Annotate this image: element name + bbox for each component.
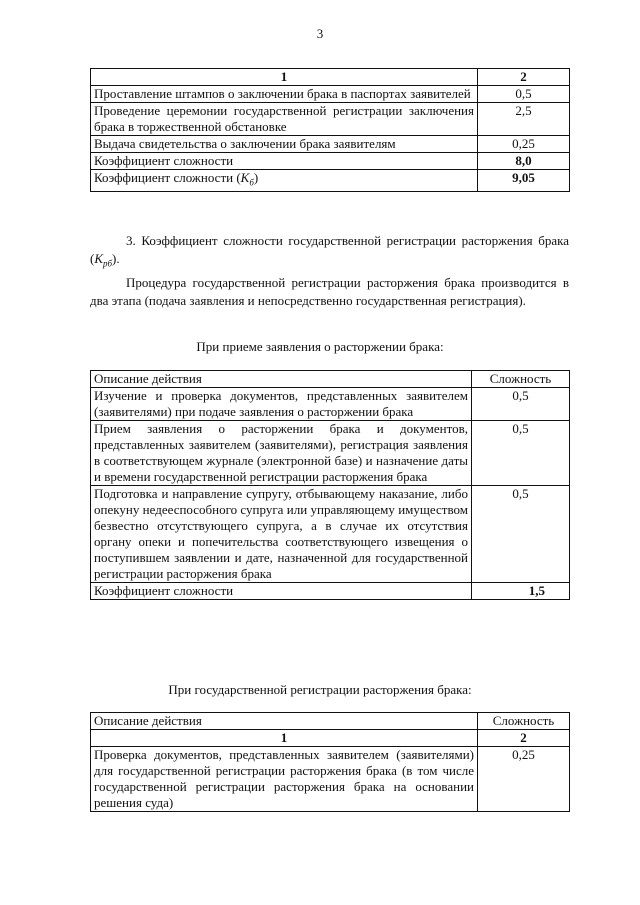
page-number: 3 [316,26,324,41]
action-description: Выдача свидетельства о заключении брака заявителям [91,136,478,153]
table-row [91,421,570,486]
procedure-paragraph: Процедура государственной регистрации расторжения брака производится в два этапа (подача заявления и непосредственно государственная регистрация). [90,275,569,308]
table-row [91,153,570,170]
caption-registration: При государственной регистрации расторжения брака: [168,682,472,697]
action-description: Проставление штампов о заключении брака в паспортах заявителей [91,86,478,103]
column-header: Описание действия [91,713,478,730]
complexity-value: 0,25 [478,136,570,153]
action-description: Коэффициент сложности $(K_б)$ [91,170,478,192]
column-header: Сложность [478,713,570,730]
complexity-value: 0,5 [478,86,570,103]
column-header: 2 [478,69,570,86]
complexity-total: 9,05 [478,170,570,192]
table-subheader-row [91,730,570,747]
action-description: Изучение и проверка документов, представленных заявителем (заявителями) при подаче заявления о расторжении брака [91,388,472,421]
table-row [91,747,570,812]
table-marriage-coefficients [90,68,570,192]
caption-application: При приеме заявления о расторжении брака: [196,339,444,354]
table-header-row [91,371,570,388]
complexity-value: 0,5 [472,388,570,421]
table-header-row [91,713,570,730]
action-description: Подготовка и направление супругу, отбывающему наказание, либо опекуну недееспособного супруга или управляющему имуществом безвестно отсутствующего супруга, а в случае их отсутствия органу опеки и попечительства соответствующего извещения о поступившем заявлении и дате, назначенной для государственной регистрации расторжения брака [91,486,472,583]
column-header: 1 [91,69,478,86]
table-registration-actions [90,712,570,812]
action-description: Коэффициент сложности [91,153,478,170]
table-row [91,486,570,583]
section-3-heading: 3. Коэффициент сложности государственной регистрации расторжения брака $(K_{рб})$. [90,233,569,269]
action-description: Прием заявления о расторжении брака и документов, представленных заявителем (заявителями), регистрация заявления в соответствующем журнале (электронной базе) и назначение даты и времени государственной регистрации расторжения брака [91,421,472,486]
table-row [91,103,570,136]
action-description: Проверка документов, представленных заявителем (заявителями) для государственной регистрации расторжения брака (в том числе государственной регистрации расторжения брака на основании решения суда) [91,747,478,812]
column-header: Описание действия [91,371,472,388]
table-application-actions [90,370,570,600]
action-description: Коэффициент сложности [91,583,472,600]
column-number: 1 [91,730,478,747]
table-row [91,170,570,192]
complexity-value: 0,5 [472,486,570,583]
action-description: Проведение церемонии государственной регистрации заключения брака в торжественной обстановке [91,103,478,136]
complexity-total: 1,5 [472,583,570,600]
complexity-value: 0,25 [478,747,570,812]
complexity-total: 8,0 [478,153,570,170]
column-header: Сложность [472,371,570,388]
column-number: 2 [478,730,570,747]
table-row [91,86,570,103]
complexity-value: 0,5 [472,421,570,486]
complexity-value: 2,5 [478,103,570,136]
table-row [91,583,570,600]
table-row [91,388,570,421]
table-row [91,136,570,153]
table-header-row [91,69,570,86]
